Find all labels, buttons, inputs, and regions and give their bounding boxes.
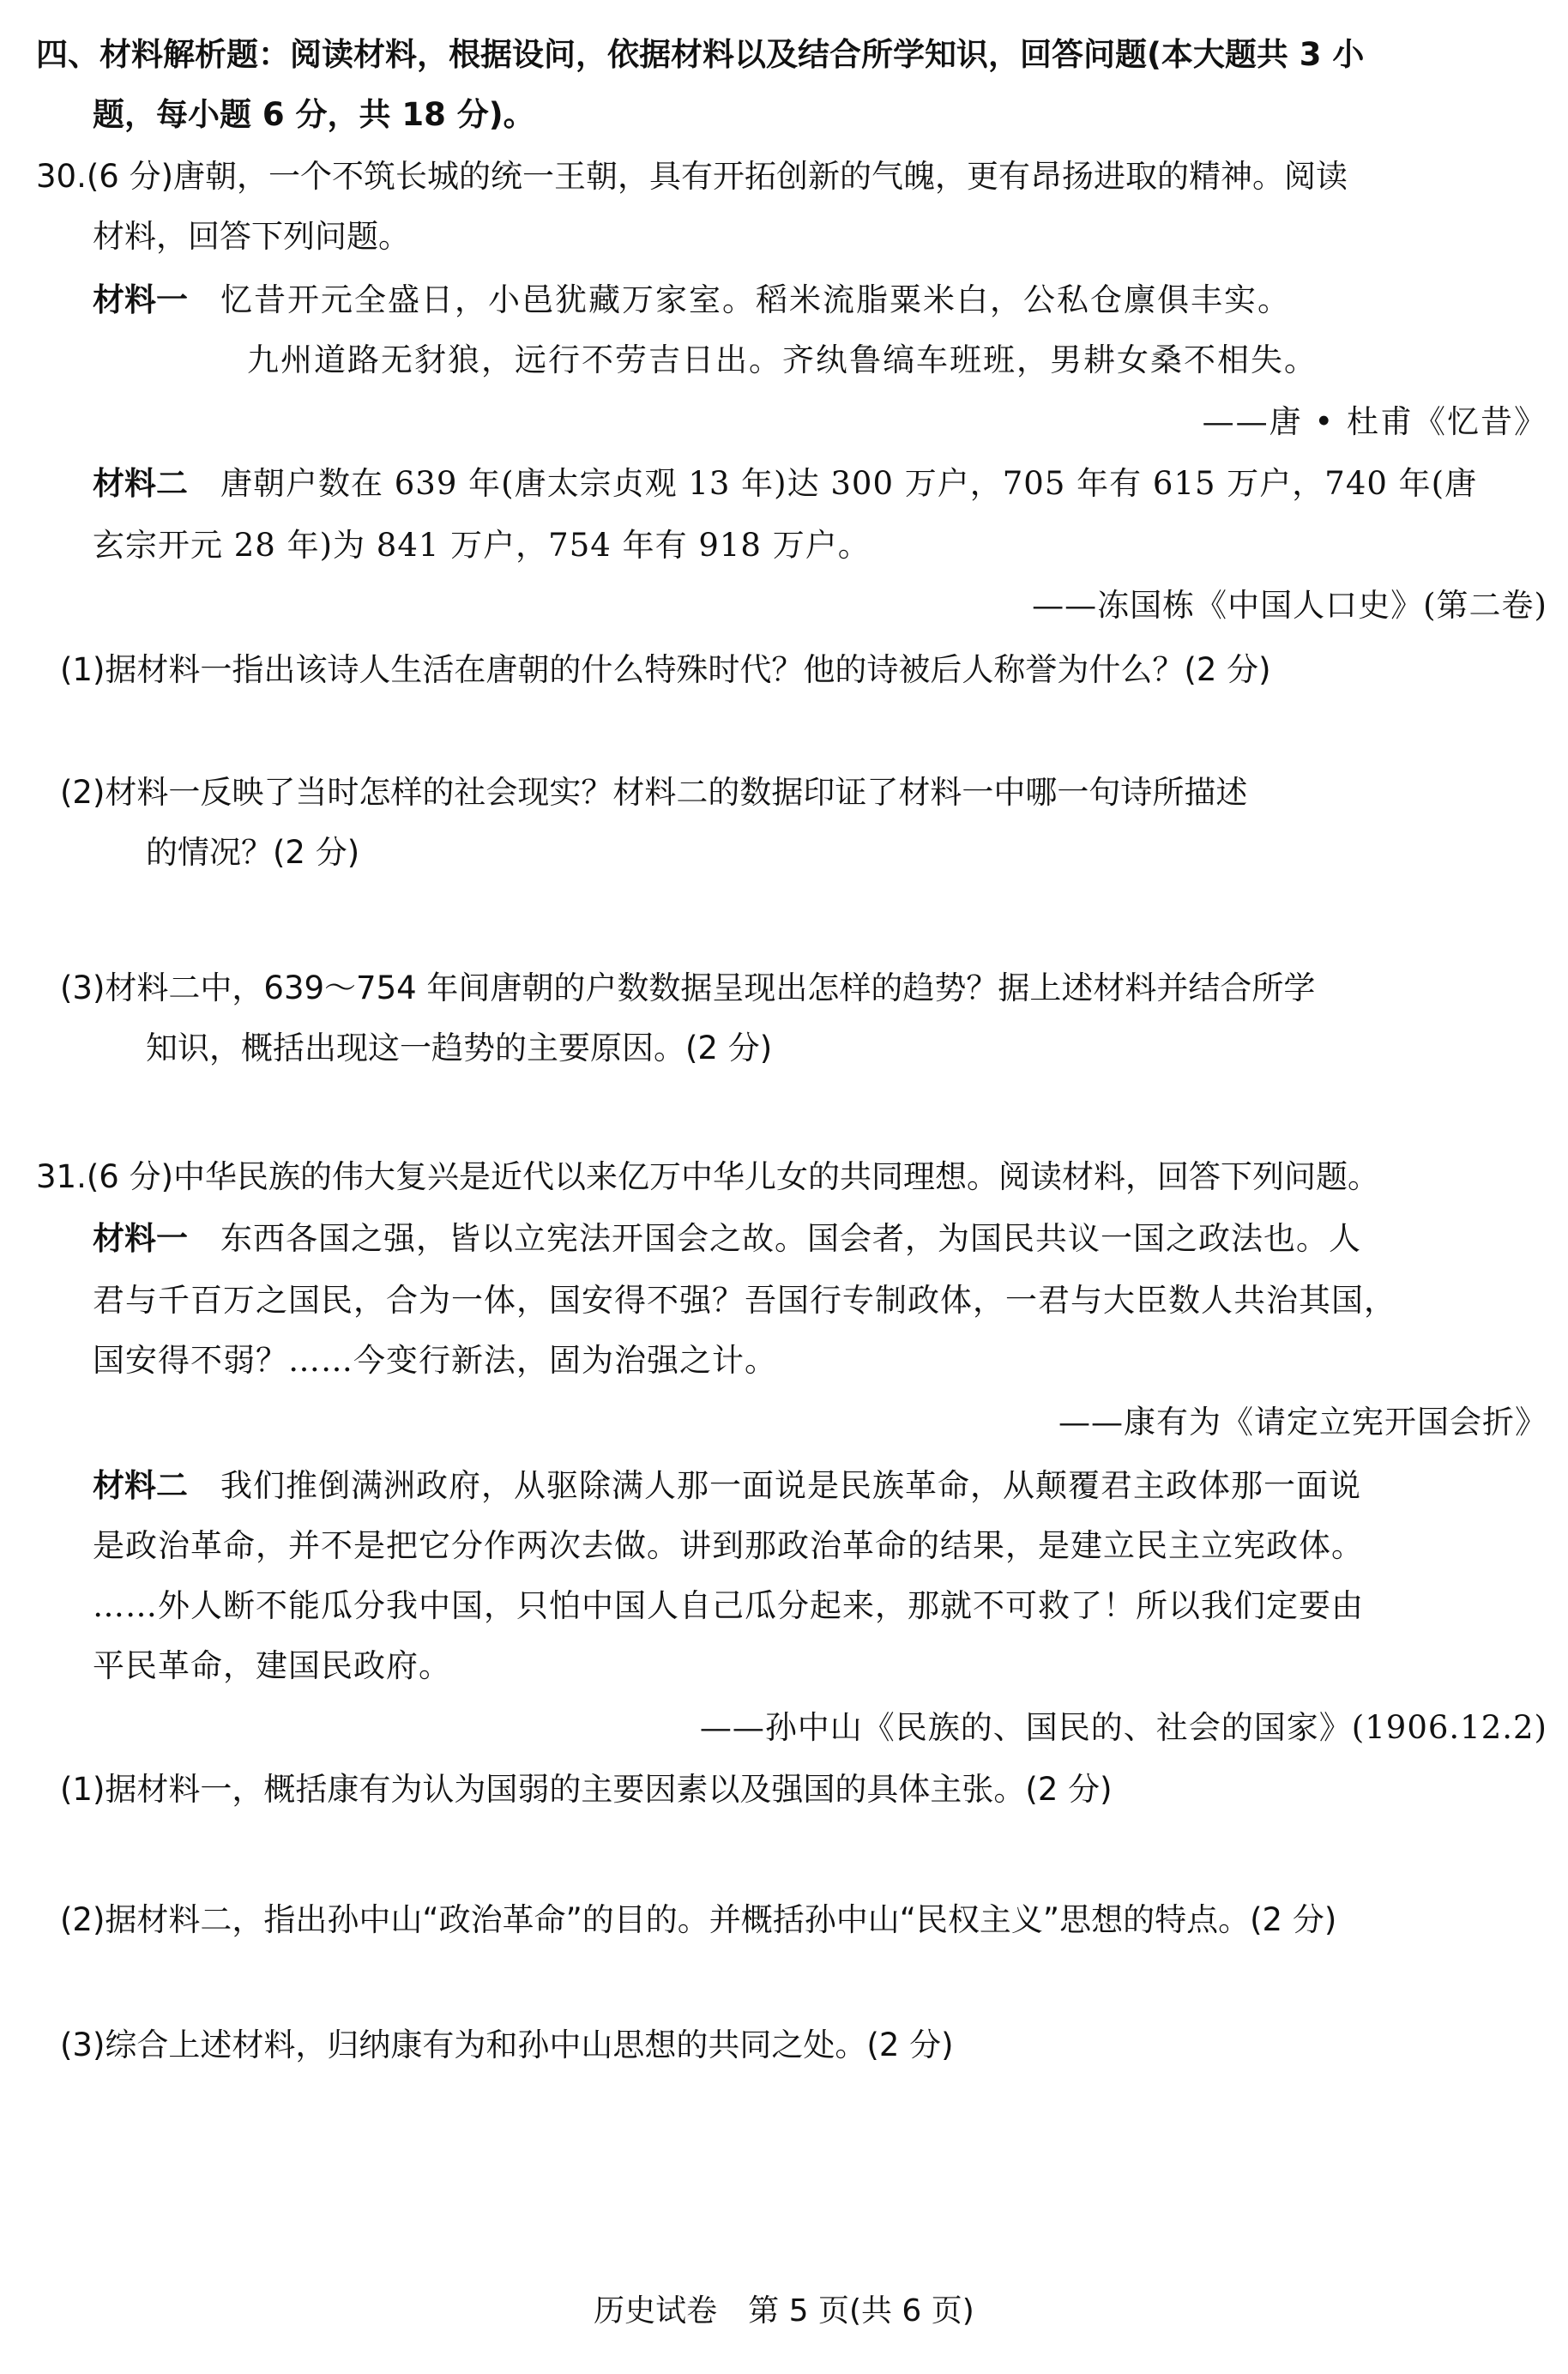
section-heading-line1: 四、材料解析题：阅读材料，根据设问，依据材料以及结合所学知识，回答问题(本大题共 3 小 — [36, 36, 1365, 73]
q31-material1-line1 — [93, 1217, 1361, 1261]
q30-material2-line2: 玄宗开元 28 年)为 841 万户，754 年有 918 万户。 — [93, 527, 871, 564]
q31-material1-source: ——康有为《请定立宪开国会折》 — [1058, 1404, 1547, 1441]
q30-subquestion-3-line1: (3)材料二中，639～754 年间唐朝的户数数据呈现出怎样的趋势？据上述材料并结合所学 — [60, 970, 1316, 1006]
q31-material1-line2: 君与千百万之国民，合为一体，国安得不强？吾国行专制政体，一君与大臣数人共治其国， — [93, 1282, 1396, 1319]
q31-material1-label: 材料一 — [93, 1220, 188, 1257]
section-heading-line2: 题，每小题 6 分，共 18 分)。 — [93, 96, 535, 133]
q30-material2-source: ——冻国栋《中国人口史》(第二卷) — [1032, 587, 1547, 624]
q30-material1-source: ——唐 • 杜甫《忆昔》 — [1202, 403, 1547, 440]
q30-material2-text1: 唐朝户数在 639 年(唐太宗贞观 13 年)达 300 万户，705 年有 615 万户，740 年(唐 — [220, 465, 1478, 502]
q31-material2-line3: ……外人断不能瓜分我中国，只怕中国人自己瓜分起来，那就不可救了！所以我们定要由 — [93, 1587, 1364, 1624]
q30-material1-line1 — [93, 278, 1291, 323]
q30-subquestion-3-line2: 知识，概括出现这一趋势的主要原因。(2 分) — [146, 1030, 773, 1066]
q31-material2-line1 — [93, 1464, 1361, 1508]
q31-material2-line2: 是政治革命，并不是把它分作两次去做。讲到那政治革命的结果，是建立民主立宪政体。 — [93, 1527, 1364, 1564]
q31-material2-source: ——孙中山《民族的、国民的、社会的国家》(1906.12.2) — [699, 1709, 1547, 1746]
q30-subquestion-2-line2: 的情况？(2 分) — [146, 834, 360, 871]
q31-material1-text1: 东西各国之强，皆以立宪法开国会之故。国会者，为国民共议一国之政法也。人 — [220, 1220, 1361, 1257]
q31-material2-label: 材料二 — [93, 1467, 188, 1504]
q31-material2-text1: 我们推倒满洲政府，从驱除满人那一面说是民族革命，从颠覆君主政体那一面说 — [220, 1467, 1361, 1504]
q31-subquestion-2: (2)据材料二，指出孙中山“政治革命”的目的。并概括孙中山“民权主义”思想的特点。(2 分) — [60, 1901, 1337, 1938]
q31-stem: 31.(6 分)中华民族的伟大复兴是近代以来亿万中华儿女的共同理想。阅读材料，回答下列问题。 — [36, 1158, 1380, 1195]
q30-stem-line1: 30.(6 分)唐朝，一个不筑长城的统一王朝，具有开拓创新的气魄，更有昂扬进取的精神。阅读 — [36, 158, 1348, 195]
q30-material1-text1: 忆昔开元全盛日，小邑犹藏万家室。稻米流脂粟米白，公私仓廪俱丰实。 — [220, 281, 1291, 318]
q30-material2-label: 材料二 — [93, 465, 188, 502]
q30-stem-line2: 材料，回答下列问题。 — [93, 218, 410, 255]
q30-material2-line1 — [93, 462, 1477, 506]
page-footer: 历史试卷 第 5 页(共 6 页) — [594, 2293, 974, 2329]
q31-material2-line4: 平民革命，建国民政府。 — [93, 1647, 451, 1684]
q30-subquestion-1: (1)据材料一指出该诗人生活在唐朝的什么特殊时代？他的诗被后人称誉为什么？(2 分) — [60, 651, 1271, 688]
q31-subquestion-1: (1)据材料一，概括康有为认为国弱的主要因素以及强国的具体主张。(2 分) — [60, 1771, 1113, 1808]
q31-subquestion-3: (3)综合上述材料，归纳康有为和孙中山思想的共同之处。(2 分) — [60, 2027, 954, 2063]
q30-subquestion-2-line1: (2)材料一反映了当时怎样的社会现实？材料二的数据印证了材料一中哪一句诗所描述 — [60, 774, 1248, 811]
q30-material1-label: 材料一 — [93, 281, 188, 318]
q30-material1-line2: 九州道路无豺狼，远行不劳吉日出。齐纨鲁缟车班班，男耕女桑不相失。 — [247, 341, 1318, 378]
q31-material1-line3: 国安得不弱？……今变行新法，固为治强之计。 — [93, 1342, 777, 1379]
